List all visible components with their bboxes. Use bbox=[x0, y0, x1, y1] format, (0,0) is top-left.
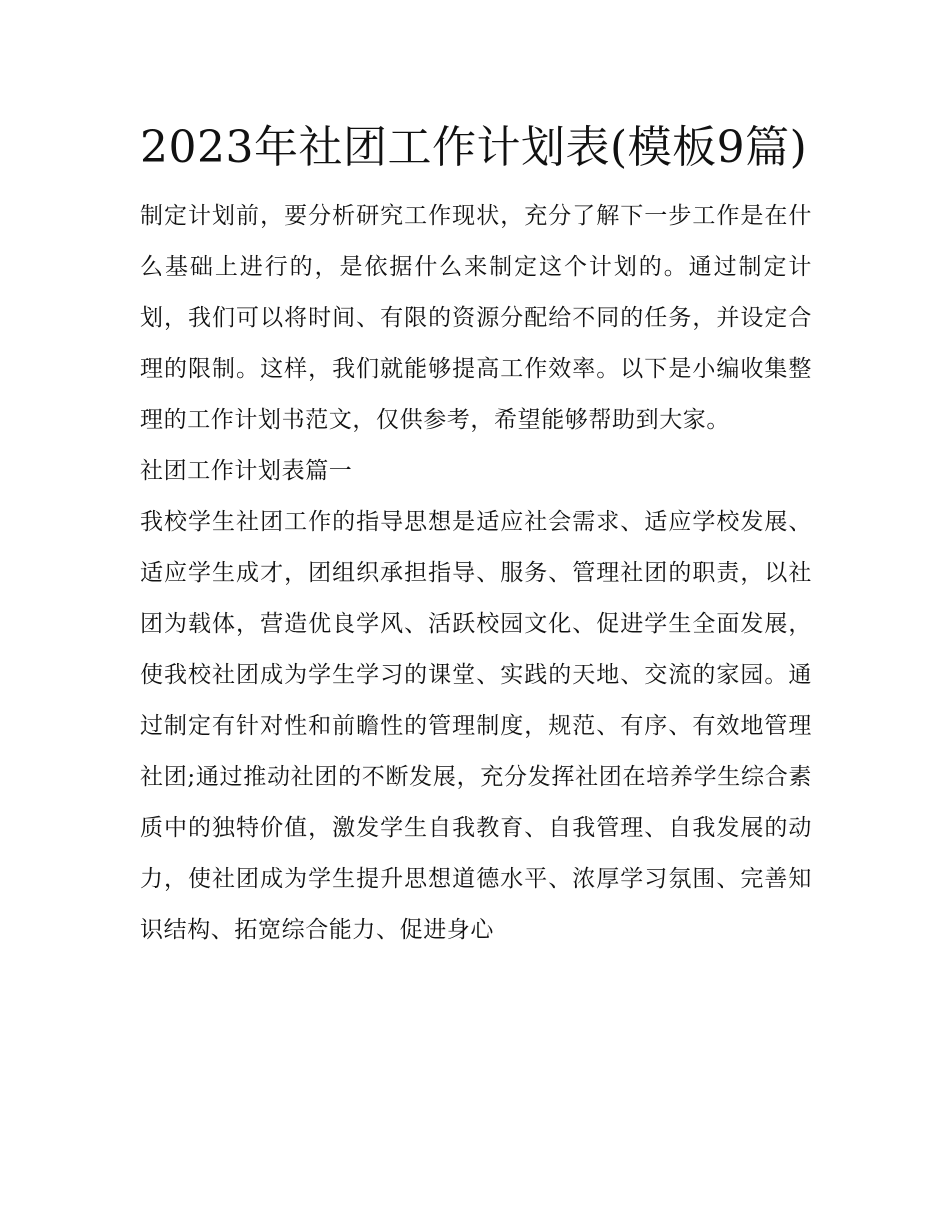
document-title: 2023年社团工作计划表(模板9篇) bbox=[140, 122, 808, 173]
document-page bbox=[140, 113, 812, 956]
section-heading: 社团工作计划表篇一 bbox=[140, 458, 353, 484]
intro-paragraph: 制定计划前，要分析研究工作现状，充分了解下一步工作是在什么基础上进行的，是依据什么来制定这个计划的。通过制定计划，我们可以将时间、有限的资源分配给不同的任务，并设定合理的限制。这样，我们就能够提高工作效率。以下是小编收集整理的工作计划书范文，仅供参考，希望能够帮助到大家。 bbox=[140, 203, 812, 433]
section-body-paragraph: 我校学生社团工作的指导思想是适应社会需求、适应学校发展、适应学生成才，团组织承担指导、服务、管理社团的职责，以社团为载体，营造优良学风、活跃校园文化、促进学生全面发展，使我校社团成为学生学习的课堂、实践的天地、交流的家园。通过制定有针对性和前瞻性的管理制度，规范、有序、有效地管理社团;通过推动社团的不断发展，充分发挥社团在培养学生综合素质中的独特价值，激发学生自我教育、自我管理、自我发展的动力，使社团成为学生提升思想道德水平、浓厚学习氛围、完善知识结构、拓宽综合能力、促进身心 bbox=[140, 509, 812, 943]
